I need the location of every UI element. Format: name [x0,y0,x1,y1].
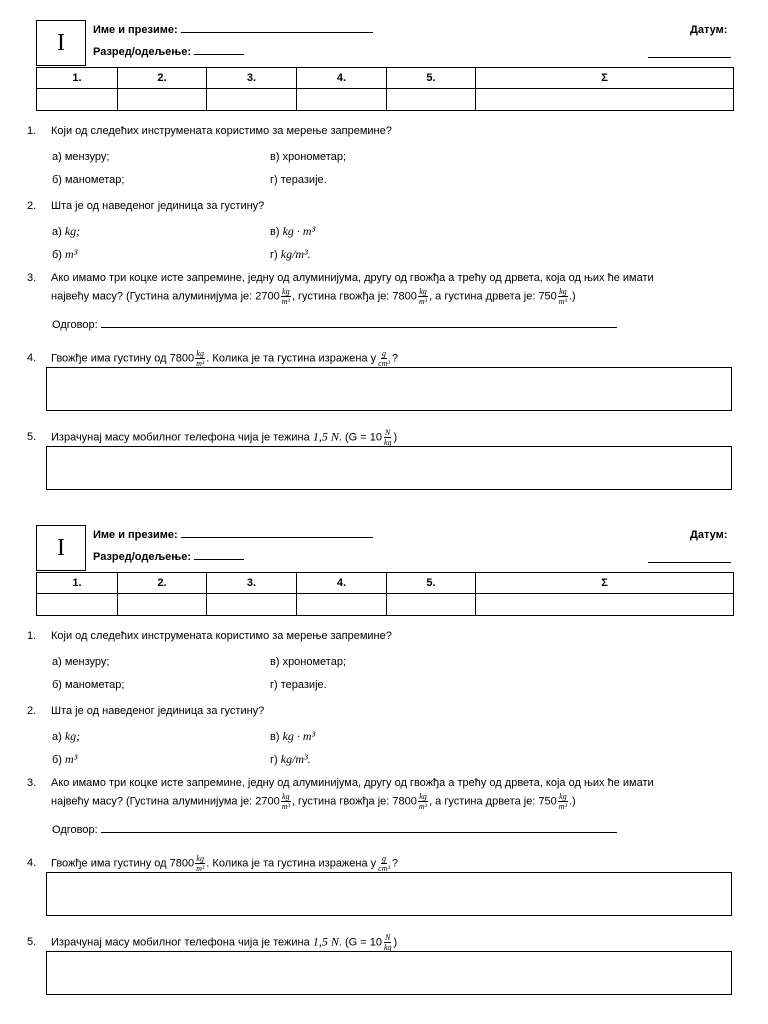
answer-label: Одговор: [52,319,98,331]
question-text: . (G = 10 [338,936,382,949]
option-math: m³ [65,752,78,766]
group-box: I [36,20,86,66]
date-blank[interactable] [648,57,731,58]
unit-fraction: $\frac{kg}{\text{m³}}$ [418,792,428,811]
class-label: Разред/одељење: [93,46,191,58]
score-header-row [37,573,734,594]
question-number: 1. [27,630,37,642]
question-3 [27,777,654,789]
question-text: , а густина дрвета је: 750 [429,290,557,303]
answer-line[interactable] [101,327,617,328]
name-blank[interactable] [181,32,373,33]
option-v: в) хронометар; [270,656,347,668]
score-table [36,67,734,111]
question-text: Гвожђе има густину од 7800 [51,857,195,870]
score-header: 5. [387,573,476,594]
score-cell[interactable] [37,89,118,111]
name-label: Име и презиме: [93,24,178,36]
option-label: а) [52,226,62,238]
score-cell[interactable] [476,89,734,111]
question-text: Израчунај масу мобилног телефона чија је тежина [51,431,310,444]
option-label: в) [270,226,280,238]
score-cell[interactable] [476,594,734,616]
score-cell[interactable] [387,89,476,111]
option-v: в) хронометар; [270,151,347,163]
unit-fraction: $\frac{kg}{\text{m³}}$ [281,792,290,811]
question-text: . (G = 10 [338,431,382,444]
question-text: . Колика је та густина изражена у [206,857,377,870]
option-b [52,752,77,767]
question-5 [27,428,397,447]
question-number: 5. [27,936,37,949]
question-number: 5. [27,431,37,444]
score-value-row [37,89,734,111]
question-text: највећу масу? (Густина алуминијума је: 2700 [51,795,280,808]
name-label: Име и презиме: [93,529,178,541]
score-table [36,572,734,616]
question-text: ) [393,936,398,949]
option-a: а) мензуру; [52,151,110,163]
option-a [52,729,80,744]
question-text: ? [391,352,399,365]
score-header: 1. [37,573,118,594]
score-cell[interactable] [297,89,387,111]
answer-box-5[interactable] [46,446,732,490]
option-b: б) манометар; [52,174,125,186]
question-text: Израчунај масу мобилног телефона чија је тежина [51,936,310,949]
unit-fraction: $\frac{g}{\text{cm³}}$ [378,854,390,873]
question-5 [27,933,397,952]
question-2 [27,705,264,717]
question-text: Који од следећих инструмената користимо за мерење запремине? [51,630,392,642]
question-1 [27,630,392,642]
option-math: kg · m³ [282,224,316,238]
option-a: а) мензуру; [52,656,110,668]
option-math: kg; [64,224,81,238]
score-header: 1. [37,68,118,89]
unit-fraction: $\frac{g}{\text{cm³}}$ [378,349,390,368]
question-text: Гвожђе има густину од 7800 [51,352,195,365]
name-field[interactable] [93,24,373,36]
question-text: највећу масу? (Густина алуминијума је: 2700 [51,290,280,303]
question-text: Ако имамо три коцке исте запремине, једну од алуминијума, другу од гвожђа а трећу од дрвета, која од њих ће имати [51,272,654,284]
question-3-line-2 [51,287,576,306]
question-text: , густина гвожђа је: 7800 [291,290,417,303]
question-4 [27,349,398,368]
score-cell[interactable] [207,89,297,111]
question-text: ? [391,857,399,870]
option-math: kg · m³ [282,729,316,743]
unit-fraction: $\frac{kg}{\text{m³}}$ [418,287,428,306]
unit-fraction: $\frac{kg}{\text{m³}}$ [196,854,205,873]
math-value: 1,5 N [312,429,339,444]
option-label: б) [52,249,62,261]
question-text: Шта је од наведеног јединица за густину? [51,705,265,717]
question-number: 4. [27,352,37,365]
score-cell[interactable] [387,594,476,616]
question-number: 2. [27,200,37,212]
option-math: m³ [65,247,78,261]
score-cell[interactable] [207,594,297,616]
question-number: 1. [27,125,37,137]
question-text: . Колика је та густина изражена у [206,352,377,365]
question-text: Ако имамо три коцке исте запремине, једну од алуминијума, другу од гвожђа а трећу од дрвета, која од њих ће имати [51,777,654,789]
score-header: 4. [297,68,387,89]
class-blank[interactable] [194,559,244,560]
option-g [270,247,311,262]
answer-line[interactable] [101,832,617,833]
question-4 [27,854,398,873]
unit-fraction: $\frac{kg}{\text{m³}}$ [558,287,567,306]
group-box: I [36,525,86,571]
question-number: 2. [27,705,37,717]
option-g: г) теразије. [270,679,327,691]
question-2 [27,200,264,212]
option-label: г) [270,754,278,766]
option-a [52,224,80,239]
question-text: Који од следећих инструмената користимо за мерење запремине? [51,125,392,137]
name-field[interactable] [93,529,373,541]
unit-fraction: $\frac{kg}{\text{m³}}$ [196,349,205,368]
name-blank[interactable] [181,537,373,538]
option-math: kg/m³. [280,752,311,766]
answer-field[interactable] [52,824,617,836]
class-field[interactable] [93,551,244,563]
option-v [270,224,315,239]
test-sheet-2 [0,505,768,1017]
question-text: ) [393,431,398,444]
score-header: 5. [387,68,476,89]
score-cell[interactable] [118,89,207,111]
class-field[interactable] [93,46,244,58]
date-blank[interactable] [648,562,731,563]
score-cell[interactable] [118,594,207,616]
score-cell[interactable] [297,594,387,616]
option-g [270,752,311,767]
option-label: г) [270,249,278,261]
class-blank[interactable] [194,54,244,55]
option-math: kg; [64,729,81,743]
class-label: Разред/одељење: [93,551,191,563]
score-header: Σ [476,68,734,89]
score-header: 3. [207,68,297,89]
option-b [52,247,77,262]
unit-fraction: $\frac{N}{kg}$ [383,933,392,952]
score-header: Σ [476,573,734,594]
answer-box-4[interactable] [46,367,732,411]
question-text: , густина гвожђа је: 7800 [291,795,417,808]
option-label: в) [270,731,280,743]
question-number: 3. [27,777,37,789]
score-header: 2. [118,68,207,89]
option-b: б) манометар; [52,679,125,691]
question-text: .) [568,795,576,808]
unit-fraction: $\frac{kg}{\text{m³}}$ [558,792,567,811]
option-g: г) теразије. [270,174,327,186]
question-text: .) [568,290,576,303]
question-text: Шта је од наведеног јединица за густину? [51,200,265,212]
math-value: 1,5 N [312,934,339,949]
option-label: а) [52,731,62,743]
option-label: б) [52,754,62,766]
option-v [270,729,315,744]
question-3-line-2 [51,792,576,811]
score-header-row [37,68,734,89]
answer-label: Одговор: [52,824,98,836]
question-3 [27,272,654,284]
answer-box-4[interactable] [46,872,732,916]
score-header: 2. [118,573,207,594]
score-cell[interactable] [37,594,118,616]
score-header: 4. [297,573,387,594]
score-header: 3. [207,573,297,594]
answer-box-5[interactable] [46,951,732,995]
unit-fraction: $\frac{kg}{\text{m³}}$ [281,287,290,306]
unit-fraction: $\frac{N}{kg}$ [383,428,392,447]
date-label: Датум: [690,529,728,541]
answer-field[interactable] [52,319,617,331]
question-number: 4. [27,857,37,870]
date-label: Датум: [690,24,728,36]
question-number: 3. [27,272,37,284]
question-1 [27,125,392,137]
score-value-row [37,594,734,616]
option-math: kg/m³. [280,247,311,261]
question-text: , а густина дрвета је: 750 [429,795,557,808]
